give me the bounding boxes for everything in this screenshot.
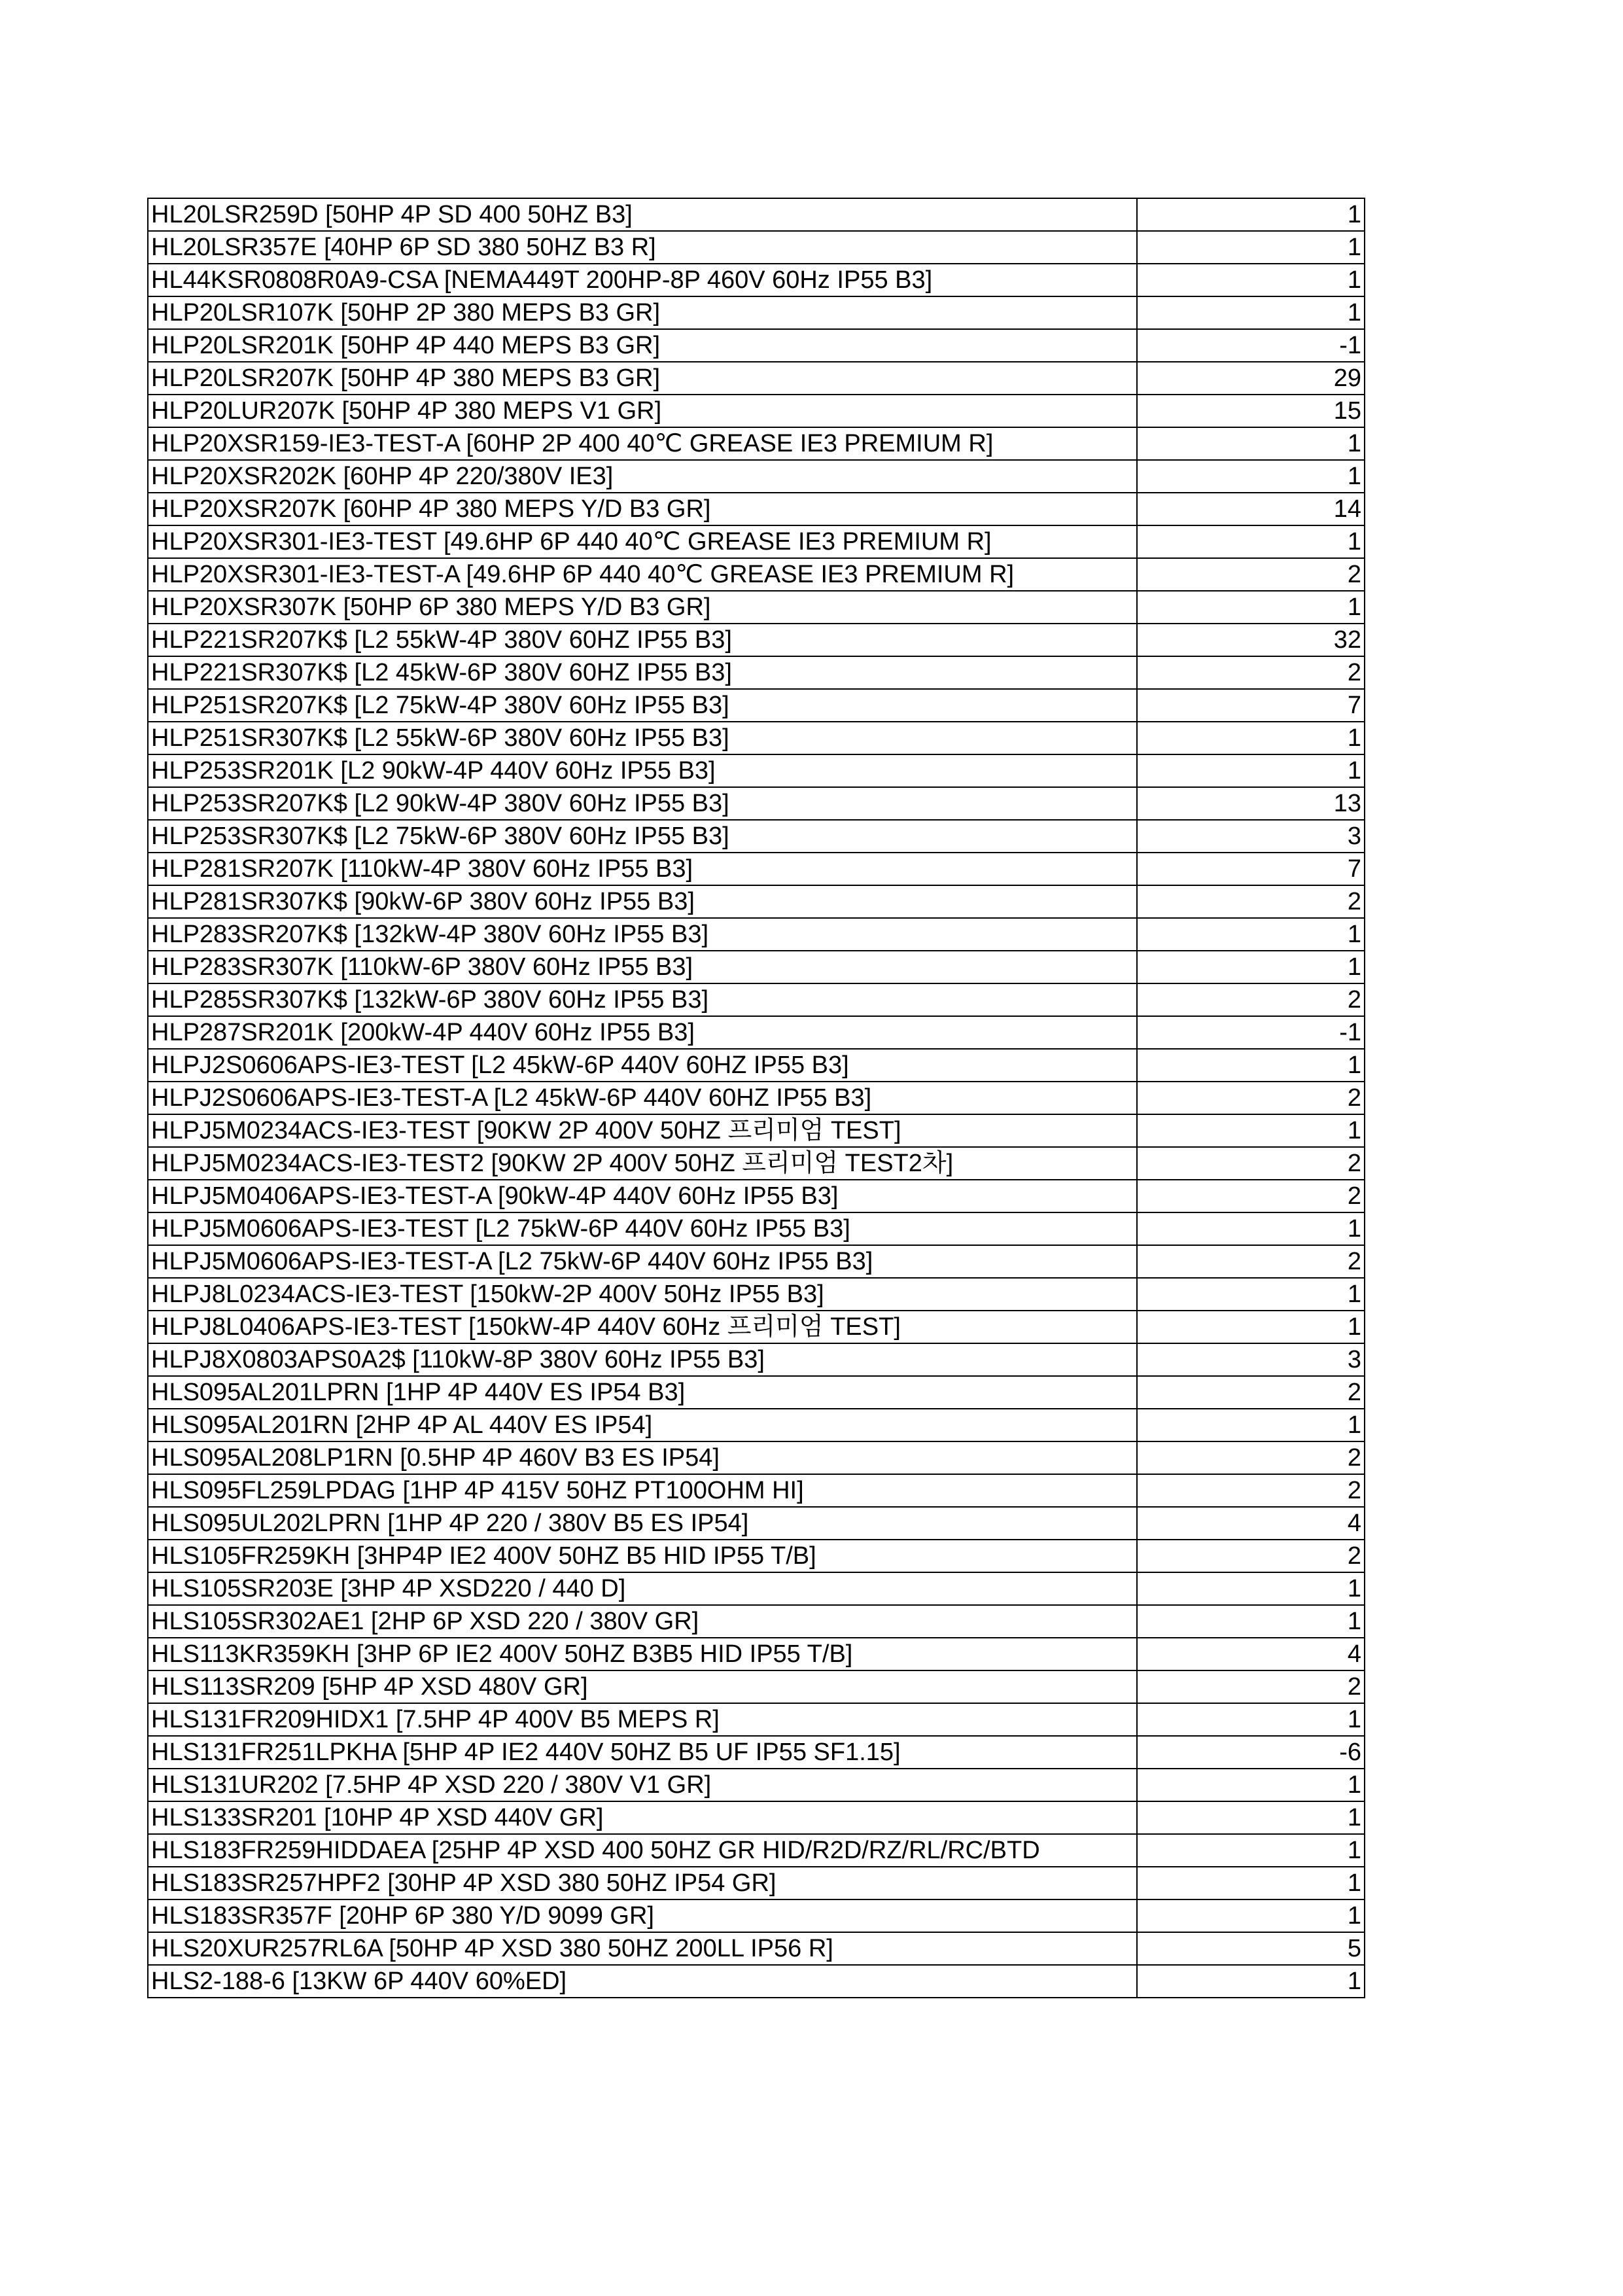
item-description-cell: HLP287SR201K [200kW-4P 440V 60Hz IP55 B3] <box>148 1016 1137 1049</box>
table-row <box>148 689 1365 722</box>
quantity-cell: -1 <box>1137 1016 1365 1049</box>
table-row <box>148 1180 1365 1212</box>
item-description-cell: HLP20LSR207K [50HP 4P 380 MEPS B3 GR] <box>148 362 1137 395</box>
item-description-cell: HLPJ2S0606APS-IE3-TEST [L2 45kW-6P 440V 60HZ IP55 B3] <box>148 1049 1137 1082</box>
quantity-cell: 2 <box>1137 1245 1365 1278</box>
quantity-cell: 1 <box>1137 1834 1365 1867</box>
quantity-cell: 1 <box>1137 1114 1365 1147</box>
quantity-cell: 3 <box>1137 1343 1365 1376</box>
quantity-cell: 1 <box>1137 1278 1365 1311</box>
table-row <box>148 1278 1365 1311</box>
quantity-cell: 1 <box>1137 1409 1365 1441</box>
table-row <box>148 951 1365 983</box>
quantity-cell: 13 <box>1137 787 1365 820</box>
quantity-cell: 1 <box>1137 1212 1365 1245</box>
table-row <box>148 1474 1365 1507</box>
quantity-cell: 1 <box>1137 1703 1365 1736</box>
table-row <box>148 656 1365 689</box>
quantity-cell: 1 <box>1137 1769 1365 1801</box>
item-description-cell: HLPJ8X0803APS0A2$ [110kW-8P 380V 60Hz IP55 B3] <box>148 1343 1137 1376</box>
quantity-cell: 15 <box>1137 395 1365 427</box>
quantity-cell: 1 <box>1137 754 1365 787</box>
table-row <box>148 1147 1365 1180</box>
item-description-cell: HLS095AL208LP1RN [0.5HP 4P 460V B3 ES IP54] <box>148 1441 1137 1474</box>
item-description-cell: HLP253SR307K$ [L2 75kW-6P 380V 60Hz IP55 B3] <box>148 820 1137 853</box>
table-row <box>148 754 1365 787</box>
quantity-cell: 7 <box>1137 853 1365 885</box>
item-description-cell: HLS20XUR257RL6A [50HP 4P XSD 380 50HZ 200LL IP56 R] <box>148 1932 1137 1965</box>
table-row <box>148 264 1365 296</box>
table-row <box>148 591 1365 624</box>
item-description-cell: HLS095AL201LPRN [1HP 4P 440V ES IP54 B3] <box>148 1376 1137 1409</box>
item-description-cell: HLP20LUR207K [50HP 4P 380 MEPS V1 GR] <box>148 395 1137 427</box>
quantity-cell: 1 <box>1137 198 1365 231</box>
quantity-cell: 1 <box>1137 1867 1365 1899</box>
quantity-cell: 1 <box>1137 722 1365 754</box>
table-row <box>148 1703 1365 1736</box>
table-row <box>148 525 1365 558</box>
quantity-cell: 1 <box>1137 296 1365 329</box>
table-row <box>148 1736 1365 1769</box>
table-row <box>148 1834 1365 1867</box>
item-description-cell: HLPJ5M0234ACS-IE3-TEST [90KW 2P 400V 50HZ 프리미엄 TEST] <box>148 1114 1137 1147</box>
table-row <box>148 1507 1365 1540</box>
table-row <box>148 1867 1365 1899</box>
table-row <box>148 1965 1365 1998</box>
table-row <box>148 1343 1365 1376</box>
table-row <box>148 1670 1365 1703</box>
item-description-cell: HLP285SR307K$ [132kW-6P 380V 60Hz IP55 B3] <box>148 983 1137 1016</box>
item-description-cell: HLP20XSR202K [60HP 4P 220/380V IE3] <box>148 460 1137 493</box>
item-description-cell: HLPJ5M0406APS-IE3-TEST-A [90kW-4P 440V 60Hz IP55 B3] <box>148 1180 1137 1212</box>
item-description-cell: HLP251SR307K$ [L2 55kW-6P 380V 60Hz IP55 B3] <box>148 722 1137 754</box>
table-row <box>148 558 1365 591</box>
item-description-cell: HLS095UL202LPRN [1HP 4P 220 / 380V B5 ES IP54] <box>148 1507 1137 1540</box>
item-description-cell: HLS183SR257HPF2 [30HP 4P XSD 380 50HZ IP54 GR] <box>148 1867 1137 1899</box>
item-description-cell: HLPJ8L0406APS-IE3-TEST [150kW-4P 440V 60Hz 프리미엄 TEST] <box>148 1311 1137 1343</box>
quantity-cell: 2 <box>1137 1441 1365 1474</box>
quantity-cell: 32 <box>1137 624 1365 656</box>
quantity-cell: 4 <box>1137 1507 1365 1540</box>
quantity-cell: 3 <box>1137 820 1365 853</box>
item-description-cell: HLP20LSR201K [50HP 4P 440 MEPS B3 GR] <box>148 329 1137 362</box>
quantity-cell: 5 <box>1137 1932 1365 1965</box>
item-description-cell: HL20LSR259D [50HP 4P SD 400 50HZ B3] <box>148 198 1137 231</box>
quantity-cell: -6 <box>1137 1736 1365 1769</box>
quantity-cell: 1 <box>1137 460 1365 493</box>
item-description-cell: HLPJ5M0606APS-IE3-TEST-A [L2 75kW-6P 440V 60Hz IP55 B3] <box>148 1245 1137 1278</box>
table-row <box>148 427 1365 460</box>
item-description-cell: HLP253SR207K$ [L2 90kW-4P 380V 60Hz IP55 B3] <box>148 787 1137 820</box>
quantity-cell: 1 <box>1137 1605 1365 1638</box>
quantity-cell: 1 <box>1137 1572 1365 1605</box>
table-row <box>148 231 1365 264</box>
item-description-cell: HLS131FR209HIDX1 [7.5HP 4P 400V B5 MEPS R] <box>148 1703 1137 1736</box>
table-row <box>148 329 1365 362</box>
table-row <box>148 1409 1365 1441</box>
quantity-cell: 2 <box>1137 656 1365 689</box>
table-row <box>148 1082 1365 1114</box>
table-row <box>148 820 1365 853</box>
item-description-cell: HLP221SR307K$ [L2 45kW-6P 380V 60HZ IP55 B3] <box>148 656 1137 689</box>
item-description-cell: HLP251SR207K$ [L2 75kW-4P 380V 60Hz IP55 B3] <box>148 689 1137 722</box>
item-description-cell: HLS095FL259LPDAG [1HP 4P 415V 50HZ PT100OHM HI] <box>148 1474 1137 1507</box>
table-row <box>148 1540 1365 1572</box>
table-row <box>148 624 1365 656</box>
item-description-cell: HLS183SR357F [20HP 6P 380 Y/D 9099 GR] <box>148 1899 1137 1932</box>
table-row <box>148 1245 1365 1278</box>
item-description-cell: HLS2-188-6 [13KW 6P 440V 60%ED] <box>148 1965 1137 1998</box>
table-row <box>148 1049 1365 1082</box>
table-row <box>148 362 1365 395</box>
item-description-cell: HLS131UR202 [7.5HP 4P XSD 220 / 380V V1 GR] <box>148 1769 1137 1801</box>
quantity-cell: 1 <box>1137 1965 1365 1998</box>
table-row <box>148 1801 1365 1834</box>
item-description-cell: HL44KSR0808R0A9-CSA [NEMA449T 200HP-8P 460V 60Hz IP55 B3] <box>148 264 1137 296</box>
item-description-cell: HLPJ5M0234ACS-IE3-TEST2 [90KW 2P 400V 50HZ 프리미엄 TEST2차] <box>148 1147 1137 1180</box>
inventory-table <box>147 198 1365 1998</box>
quantity-cell: 14 <box>1137 493 1365 525</box>
table-row <box>148 1899 1365 1932</box>
item-description-cell: HLP283SR207K$ [132kW-4P 380V 60Hz IP55 B3] <box>148 918 1137 951</box>
table-row <box>148 493 1365 525</box>
quantity-cell: -1 <box>1137 329 1365 362</box>
quantity-cell: 1 <box>1137 427 1365 460</box>
table-row <box>148 395 1365 427</box>
table-row <box>148 1769 1365 1801</box>
table-row <box>148 1441 1365 1474</box>
table-row <box>148 1605 1365 1638</box>
table-row <box>148 1212 1365 1245</box>
quantity-cell: 2 <box>1137 1670 1365 1703</box>
quantity-cell: 29 <box>1137 362 1365 395</box>
quantity-cell: 2 <box>1137 1474 1365 1507</box>
table-row <box>148 983 1365 1016</box>
table-row <box>148 722 1365 754</box>
quantity-cell: 2 <box>1137 1540 1365 1572</box>
item-description-cell: HLP20XSR207K [60HP 4P 380 MEPS Y/D B3 GR] <box>148 493 1137 525</box>
item-description-cell: HLP281SR207K [110kW-4P 380V 60Hz IP55 B3] <box>148 853 1137 885</box>
table-row <box>148 885 1365 918</box>
table-row <box>148 853 1365 885</box>
item-description-cell: HLPJ5M0606APS-IE3-TEST [L2 75kW-6P 440V 60Hz IP55 B3] <box>148 1212 1137 1245</box>
item-description-cell: HLS095AL201RN [2HP 4P AL 440V ES IP54] <box>148 1409 1137 1441</box>
table-row <box>148 1114 1365 1147</box>
item-description-cell: HLPJ8L0234ACS-IE3-TEST [150kW-2P 400V 50Hz IP55 B3] <box>148 1278 1137 1311</box>
table-row <box>148 1638 1365 1670</box>
item-description-cell: HLS183FR259HIDDAEA [25HP 4P XSD 400 50HZ GR HID/R2D/RZ/RL/RC/BTD <box>148 1834 1137 1867</box>
item-description-cell: HLS113SR209 [5HP 4P XSD 480V GR] <box>148 1670 1137 1703</box>
item-description-cell: HLP20XSR159-IE3-TEST-A [60HP 2P 400 40℃ GREASE IE3 PREMIUM R] <box>148 427 1137 460</box>
item-description-cell: HLP20XSR301-IE3-TEST [49.6HP 6P 440 40℃ GREASE IE3 PREMIUM R] <box>148 525 1137 558</box>
quantity-cell: 1 <box>1137 918 1365 951</box>
item-description-cell: HLP283SR307K [110kW-6P 380V 60Hz IP55 B3] <box>148 951 1137 983</box>
item-description-cell: HLP20XSR301-IE3-TEST-A [49.6HP 6P 440 40℃ GREASE IE3 PREMIUM R] <box>148 558 1137 591</box>
quantity-cell: 1 <box>1137 1801 1365 1834</box>
item-description-cell: HLP281SR307K$ [90kW-6P 380V 60Hz IP55 B3] <box>148 885 1137 918</box>
table-row <box>148 1376 1365 1409</box>
table-row <box>148 1311 1365 1343</box>
quantity-cell: 1 <box>1137 1311 1365 1343</box>
quantity-cell: 2 <box>1137 983 1365 1016</box>
quantity-cell: 2 <box>1137 1082 1365 1114</box>
item-description-cell: HLS105SR302AE1 [2HP 6P XSD 220 / 380V GR] <box>148 1605 1137 1638</box>
item-description-cell: HLP253SR201K [L2 90kW-4P 440V 60Hz IP55 B3] <box>148 754 1137 787</box>
quantity-cell: 7 <box>1137 689 1365 722</box>
quantity-cell: 1 <box>1137 1049 1365 1082</box>
item-description-cell: HLS105FR259KH [3HP4P IE2 400V 50HZ B5 HID IP55 T/B] <box>148 1540 1137 1572</box>
quantity-cell: 1 <box>1137 525 1365 558</box>
table-row <box>148 787 1365 820</box>
table-row <box>148 1932 1365 1965</box>
item-description-cell: HLS113KR359KH [3HP 6P IE2 400V 50HZ B3B5 HID IP55 T/B] <box>148 1638 1137 1670</box>
quantity-cell: 2 <box>1137 885 1365 918</box>
quantity-cell: 1 <box>1137 1899 1365 1932</box>
item-description-cell: HLP20LSR107K [50HP 2P 380 MEPS B3 GR] <box>148 296 1137 329</box>
table-row <box>148 460 1365 493</box>
item-description-cell: HLP20XSR307K [50HP 6P 380 MEPS Y/D B3 GR] <box>148 591 1137 624</box>
item-description-cell: HLP221SR207K$ [L2 55kW-4P 380V 60HZ IP55 B3] <box>148 624 1137 656</box>
quantity-cell: 2 <box>1137 1376 1365 1409</box>
item-description-cell: HLS105SR203E [3HP 4P XSD220 / 440 D] <box>148 1572 1137 1605</box>
quantity-cell: 1 <box>1137 264 1365 296</box>
table-row <box>148 296 1365 329</box>
item-description-cell: HLS131FR251LPKHA [5HP 4P IE2 440V 50HZ B5 UF IP55 SF1.15] <box>148 1736 1137 1769</box>
quantity-cell: 2 <box>1137 1180 1365 1212</box>
table-row <box>148 918 1365 951</box>
quantity-cell: 2 <box>1137 1147 1365 1180</box>
item-description-cell: HL20LSR357E [40HP 6P SD 380 50HZ B3 R] <box>148 231 1137 264</box>
quantity-cell: 1 <box>1137 951 1365 983</box>
quantity-cell: 1 <box>1137 591 1365 624</box>
table-row <box>148 1572 1365 1605</box>
quantity-cell: 4 <box>1137 1638 1365 1670</box>
table-body <box>148 198 1365 1998</box>
quantity-cell: 1 <box>1137 231 1365 264</box>
table-row <box>148 1016 1365 1049</box>
item-description-cell: HLPJ2S0606APS-IE3-TEST-A [L2 45kW-6P 440V 60HZ IP55 B3] <box>148 1082 1137 1114</box>
quantity-cell: 2 <box>1137 558 1365 591</box>
item-description-cell: HLS133SR201 [10HP 4P XSD 440V GR] <box>148 1801 1137 1834</box>
table-row <box>148 198 1365 231</box>
